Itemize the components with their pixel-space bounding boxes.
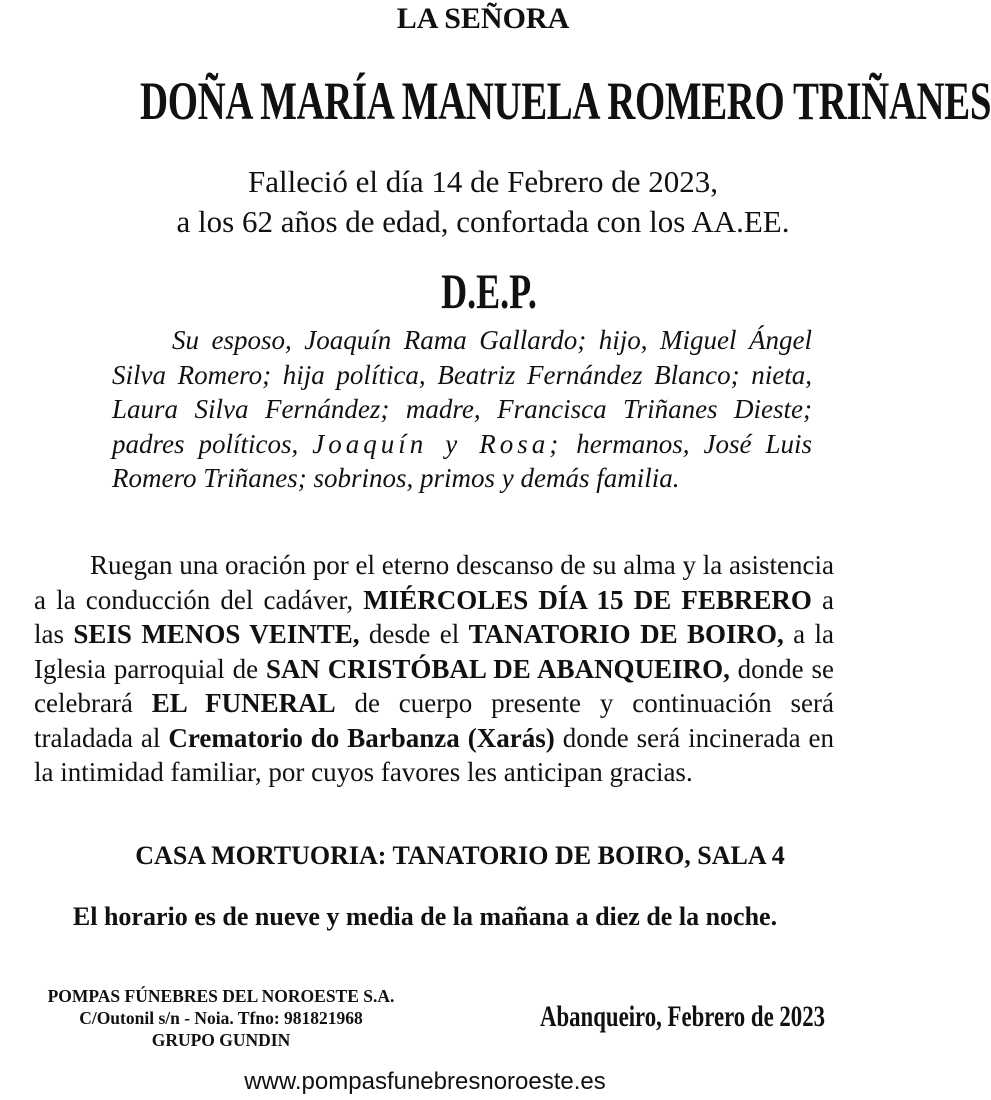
family-text-end: hermanos, José Luis Romero Triñanes; sobrinos, primos y demás familia. [112, 428, 813, 493]
announcement-text-3: desde el [359, 619, 469, 649]
family-text-spaced: Joaquín y Rosa; [312, 428, 563, 459]
announcement-text-7: donde será incinerada en la intimidad familiar, por cuyos favores les anticipan gracias. [34, 722, 835, 787]
place-date: Abanqueiro, Febrero de 2023 [540, 1000, 826, 1033]
deceased-name: DOÑA MARÍA MANUELA ROMERO TRIÑANES [140, 71, 991, 131]
dep-heading: D.E.P. [441, 263, 537, 319]
announcement-text-2: a las [34, 584, 834, 649]
announcement-time: SEIS MENOS VEINTE, [73, 619, 360, 649]
casa-mortuoria: CASA MORTUORIA: TANATORIO DE BOIRO, SALA 4 [135, 841, 785, 870]
announcement-text-1: Ruegan una oración por el eterno descanso de su alma y la asistencia a la conducción del cadáver, [34, 550, 834, 615]
company-address: C/Outonil s/n - Noia. Tfno: 981821968 [79, 1008, 363, 1028]
announcement-text-5: donde se celebrará [34, 653, 834, 718]
death-info-line2: a los 62 años de edad, confortada con los AA.EE. [176, 204, 790, 239]
horario: El horario es de nueve y media de la mañana a diez de la noche. [72, 902, 778, 931]
website-url[interactable]: www.pompasfunebresnoroeste.es [244, 1068, 606, 1095]
company-group: GRUPO GUNDIN [151, 1030, 291, 1050]
announcement-church: SAN CRISTÓBAL DE ABANQUEIRO, [265, 653, 730, 684]
announcement-text-6: de cuerpo presente y continuación será traladada al [34, 688, 834, 753]
announcement-crematorio: Crematorio do Barbanza (Xarás) [168, 722, 555, 753]
announcement-tanatorio: TANATORIO DE BOIRO, [468, 619, 784, 649]
announcement-paragraph [34, 548, 834, 790]
company-name: POMPAS FÚNEBRES DEL NOROESTE S.A. [47, 986, 395, 1006]
announcement-funeral: EL FUNERAL [151, 688, 336, 718]
death-info-line1: Falleció el día 14 de Febrero de 2023, [247, 164, 719, 199]
family-text-start: Su esposo, Joaquín Rama Gallardo; hijo, Miguel Ángel Silva Romero; hija política, Beatriz Fernández Blanco; nieta, Laura Silva Fernández; madre, Francisca Triñanes Dieste; padres políticos, [112, 325, 812, 459]
announcement-text-4: a la Iglesia parroquial de [34, 619, 834, 684]
family-paragraph [112, 323, 812, 496]
death-info [0, 162, 966, 242]
title-la-senora: LA SEÑORA [396, 2, 570, 35]
announcement-date: MIÉRCOLES DÍA 15 DE FEBRERO [363, 584, 812, 615]
company-block [6, 985, 436, 1051]
